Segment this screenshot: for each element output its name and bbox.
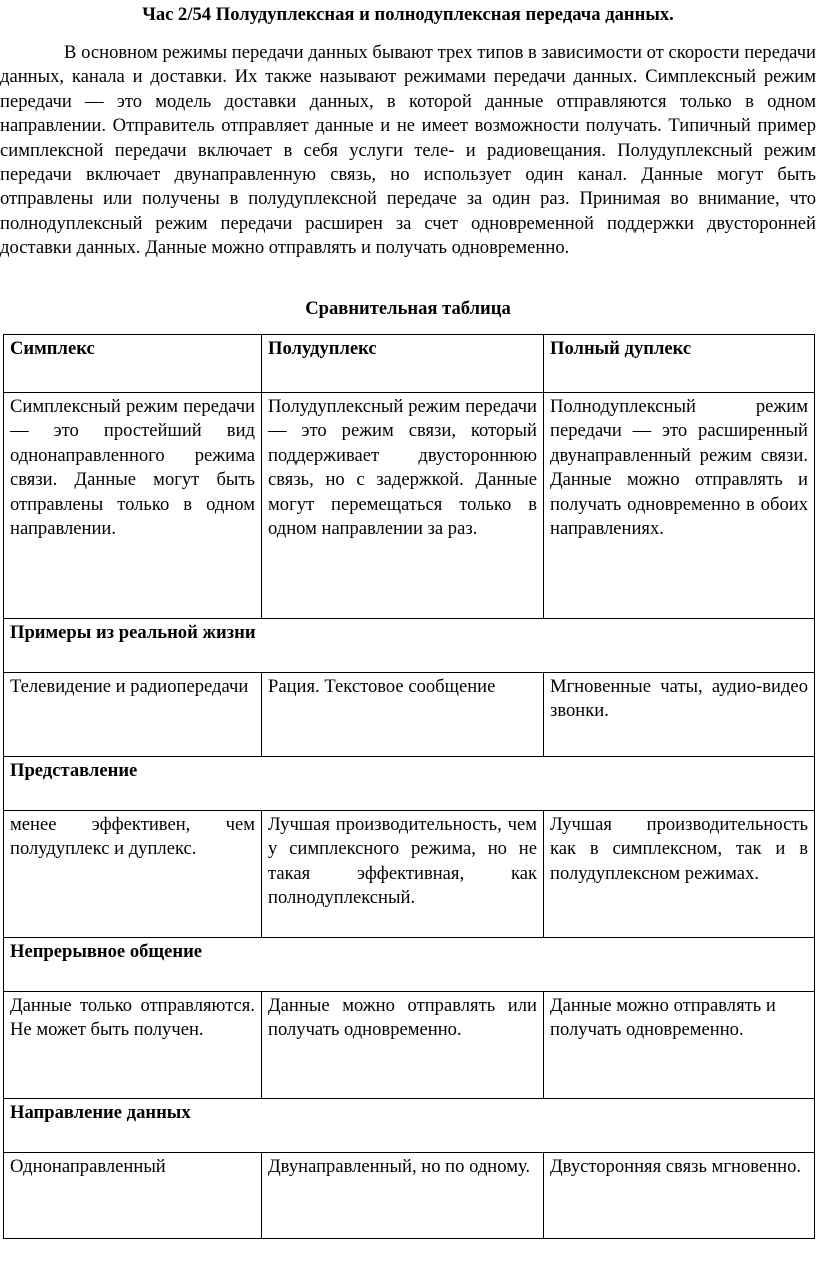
table-header-row xyxy=(4,335,815,393)
direction-simplex: Однонаправленный xyxy=(4,1153,262,1239)
section-heading-row xyxy=(4,1099,815,1153)
communication-full-duplex: Данные можно отправлять и получать одновременно. xyxy=(544,992,815,1099)
column-header-half-duplex: Полудуплекс xyxy=(262,335,544,393)
definition-simplex: Симплексный режим передачи — это простейший вид однонаправленного режима связи. Данные могут быть отправлены только в одном направлении. xyxy=(4,393,262,619)
comparison-table xyxy=(3,334,815,1239)
section-heading-performance: Представление xyxy=(4,757,815,811)
examples-simplex: Телевидение и радиопередачи xyxy=(4,673,262,757)
table-row-performance xyxy=(4,811,815,938)
column-header-simplex: Симплекс xyxy=(4,335,262,393)
performance-simplex: менее эффективен, чем полудуплекс и дуплекс. xyxy=(4,811,262,938)
column-header-full-duplex: Полный дуплекс xyxy=(544,335,815,393)
direction-full-duplex: Двусторонняя связь мгновенно. xyxy=(544,1153,815,1239)
intro-paragraph: В основном режимы передачи данных бывают трех типов в зависимости от скорости передачи данных, канала и доставки. Их также называют режимами передачи данных. Симплексный режим передачи — это модель доставки данных, в которой данные отправляются только в одном направлении. Отправитель отправляет данные и не имеет возможности получать. Типичный пример симплексной передачи включает в себя услуги теле- и радиовещания. Полудуплексный режим передачи включает двунаправленную связь, но использует один канал. Данные могут быть отправлены или получены в полудуплексной передаче за один раз. Принимая во внимание, что полнодуплексный режим передачи расширен за счет одновременной поддержки двусторонней доставки данных. Данные можно отправлять и получать одновременно. xyxy=(0,42,816,259)
communication-simplex: Данные только отправляются. Не может быть получен. xyxy=(4,992,262,1099)
examples-half-duplex: Рация. Текстовое сообщение xyxy=(262,673,544,757)
table-row-definitions xyxy=(4,393,815,619)
table-row-direction xyxy=(4,1153,815,1239)
section-heading-communication: Непрерывное общение xyxy=(4,938,815,992)
communication-half-duplex: Данные можно отправлять или получать одновременно. xyxy=(262,992,544,1099)
section-heading-direction: Направление данных xyxy=(4,1099,815,1153)
definition-half-duplex: Полудуплексный режим передачи — это режим связи, который поддерживает двустороннюю связь, но с задержкой. Данные могут перемещаться только в одном направлении за раз. xyxy=(262,393,544,619)
section-heading-examples: Примеры из реальной жизни xyxy=(4,619,815,673)
page-title: Час 2/54 Полудуплексная и полнодуплексная передача данных. xyxy=(142,4,674,25)
section-heading-row xyxy=(4,938,815,992)
examples-full-duplex: Мгновенные чаты, аудио-видео звонки. xyxy=(544,673,815,757)
performance-half-duplex: Лучшая производительность, чем у симплексного режима, но не такая эффективная, как полнодуплексный. xyxy=(262,811,544,938)
section-heading-row xyxy=(4,757,815,811)
table-row-communication xyxy=(4,992,815,1099)
definition-full-duplex: Полнодуплексный режим передачи — это расширенный двунаправленный режим связи. Данные можно отправлять и получать одновременно в обоих направлениях. xyxy=(544,393,815,619)
table-row-examples xyxy=(4,673,815,757)
direction-half-duplex: Двунаправленный, но по одному. xyxy=(262,1153,544,1239)
table-caption: Сравнительная таблица xyxy=(305,298,511,319)
performance-full-duplex: Лучшая производительность как в симплексном, так и в полудуплексном режимах. xyxy=(544,811,815,938)
section-heading-row xyxy=(4,619,815,673)
